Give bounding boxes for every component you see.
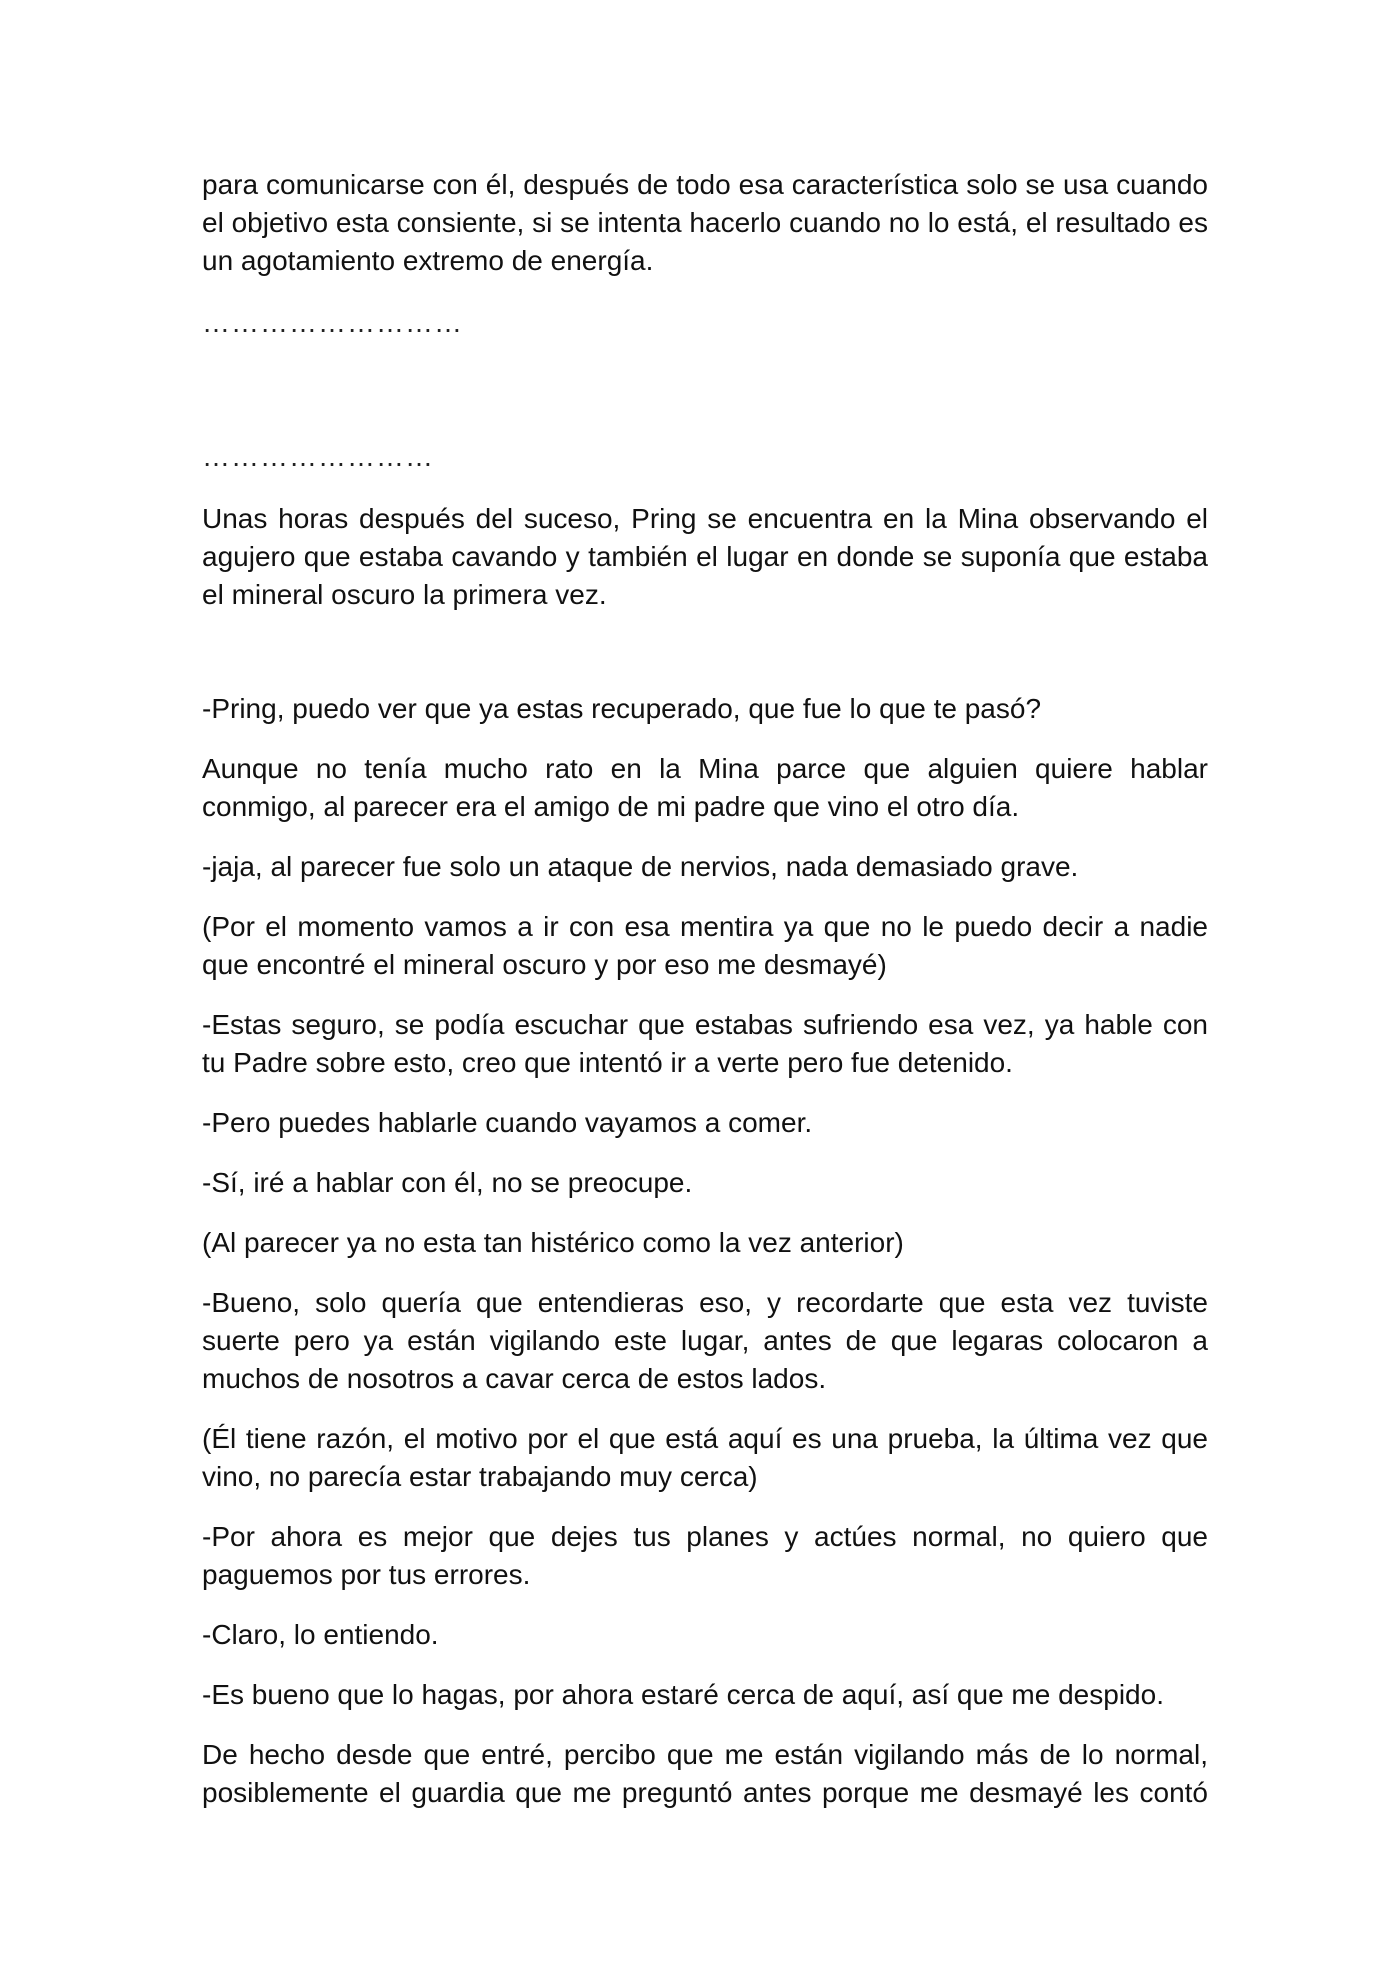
dialogue-line: -jaja, al parecer fue solo un ataque de nervios, nada demasiado grave. [202, 851, 1079, 882]
document-body [202, 166, 1208, 1812]
thought-line: (Por el momento vamos a ir con esa mentira ya que no le puedo decir a nadie que encontré el mineral oscuro y por eso me desmayé) [202, 911, 1208, 980]
dialogue-line: -Pring, puedo ver que ya estas recuperado, que fue lo que te pasó? [202, 693, 1042, 724]
paragraph-narration: Aunque no tenía mucho rato en la Mina parce que alguien quiere hablar conmigo, al parecer era el amigo de mi padre que vino el otro día. [202, 753, 1208, 822]
thought-line: (Él tiene razón, el motivo por el que está aquí es una prueba, la última vez que vino, no parecía estar trabajando muy cerca) [202, 1423, 1208, 1492]
scene-break-dots: …………………… [202, 441, 434, 472]
dialogue-line: -Bueno, solo quería que entendieras eso, y recordarte que esta vez tuviste suerte pero ya están vigilando este lugar, antes de que legaras colocaron a muchos de nosotros a cavar cerca de estos lados. [202, 1287, 1208, 1394]
dialogue-line: -Claro, lo entiendo. [202, 1619, 439, 1650]
dialogue-line: -Pero puedes hablarle cuando vayamos a comer. [202, 1107, 813, 1138]
scene-break-dots: ……………………… [202, 307, 463, 338]
dialogue-line: -Sí, iré a hablar con él, no se preocupe. [202, 1167, 693, 1198]
dialogue-line: -Es bueno que lo hagas, por ahora estaré cerca de aquí, así que me despido. [202, 1679, 1164, 1710]
dialogue-line: -Estas seguro, se podía escuchar que estabas sufriendo esa vez, ya hable con tu Padre sobre esto, creo que intentó ir a verte pero fue detenido. [202, 1009, 1208, 1078]
paragraph-narration: De hecho desde que entré, percibo que me están vigilando más de lo normal, posiblemente el guardia que me preguntó antes porque me desmayé les contó [202, 1739, 1208, 1808]
paragraph-intro: para comunicarse con él, después de todo esa característica solo se usa cuando el objetivo esta consiente, si se intenta hacerlo cuando no lo está, el resultado es un agotamiento extremo de energía. [202, 169, 1208, 276]
thought-line: (Al parecer ya no esta tan histérico como la vez anterior) [202, 1227, 904, 1258]
dialogue-line: -Por ahora es mejor que dejes tus planes y actúes normal, no quiero que paguemos por tus errores. [202, 1521, 1208, 1590]
paragraph-narration: Unas horas después del suceso, Pring se encuentra en la Mina observando el agujero que estaba cavando y también el lugar en donde se suponía que estaba el mineral oscuro la primera vez. [202, 503, 1208, 610]
